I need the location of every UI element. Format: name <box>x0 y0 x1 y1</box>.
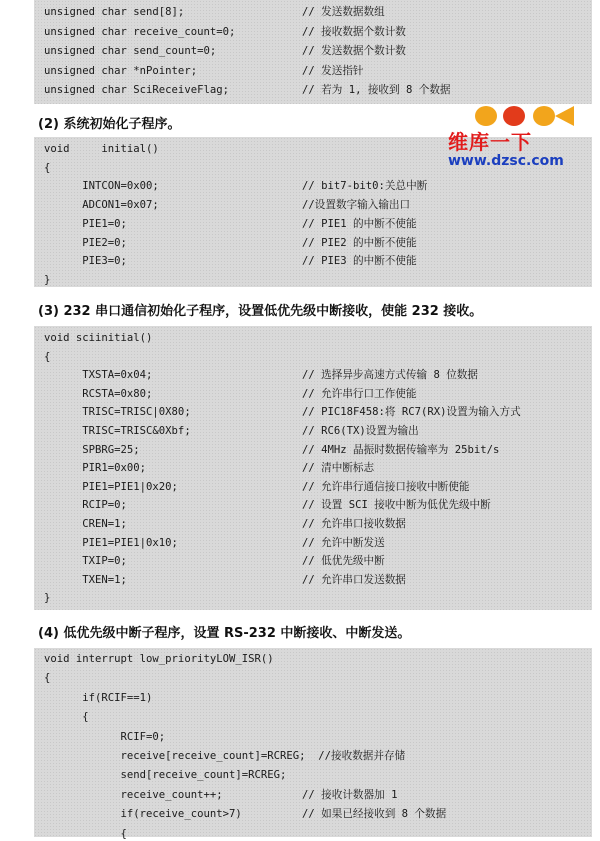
code-block-interrupt <box>34 648 592 840</box>
code-comment: // 若为 1, 接收到 8 个数据 <box>302 84 451 96</box>
code-line: send[receive_count]=RCREG; <box>44 769 287 782</box>
code-line: unsigned char SciReceiveFlag; <box>44 84 229 96</box>
code-line: } <box>44 592 51 605</box>
code-comment: // PIE1 的中断不使能 <box>302 217 417 230</box>
code-line: PIE1=PIE1|0x20; <box>44 480 178 493</box>
watermark-brand: 维库一下 <box>448 130 532 154</box>
code-line: RCSTA=0x80; <box>44 387 153 400</box>
code-line: TXIP=0; <box>44 555 127 568</box>
code-comment: // 允许串口接收数据 <box>302 518 406 530</box>
section-heading-low-priority-isr: (4) 低优先级中断子程序，设置 RS-232 中断接收、中断发送。 <box>38 626 411 641</box>
section-heading-sci-init: (3) 232 串口通信初始化子程序，设置低优先级中断接收，使能 232 接收。 <box>38 304 483 319</box>
code-line: TRISC=TRISC&0Xbf; <box>44 425 191 437</box>
code-comment: // 发送指针 <box>302 64 364 77</box>
code-comment: // PIE2 的中断不使能 <box>302 236 417 249</box>
code-line: ADCON1=0x07; <box>44 199 159 212</box>
code-comment: // PIC18F458:将 RC7(RX)设置为输入方式 <box>302 406 521 419</box>
code-comment: // 4MHz 晶振时数据传输率为 25bit/s <box>302 443 500 456</box>
code-comment: // 发送数据数组 <box>302 6 385 18</box>
code-line: unsigned char send_count=0; <box>44 45 217 57</box>
code-comment: // 接收数据个数计数 <box>302 25 406 38</box>
code-line: void initial() <box>44 143 159 155</box>
code-line: PIR1=0x00; <box>44 462 147 475</box>
code-comment: // 设置 SCI 接收中断为低优先级中断 <box>302 499 491 512</box>
code-line: TXEN=1; <box>44 573 127 586</box>
code-line: PIE3=0; <box>44 255 127 268</box>
watermark-url: www.dzsc.com <box>448 153 564 169</box>
code-line: TXSTA=0x04; <box>44 369 153 382</box>
code-comment: // 选择异步高速方式传输 8 位数据 <box>302 369 478 382</box>
code-line: PIE2=0; <box>44 236 127 249</box>
code-line: PIE1=0; <box>44 217 127 230</box>
code-line: receive[receive_count]=RCREG; //接收数据并存储 <box>44 750 406 762</box>
code-comment: // PIE3 的中断不使能 <box>302 255 417 268</box>
code-line: { <box>44 161 51 174</box>
code-line: { <box>44 350 51 363</box>
code-line: SPBRG=25; <box>44 443 140 456</box>
code-line: if(receive_count>7) <box>44 808 242 821</box>
code-line: CREN=1; <box>44 518 127 530</box>
code-line: RCIF=0; <box>44 730 166 743</box>
code-line: RCIP=0; <box>44 499 127 512</box>
code-line: unsigned char send[8]; <box>44 6 185 18</box>
code-comment: // 允许串口发送数据 <box>302 573 406 586</box>
code-line: PIE1=PIE1|0x10; <box>44 536 178 549</box>
watermark-logo <box>448 104 598 174</box>
code-comment: // 如果已经接收到 8 个数据 <box>302 808 447 821</box>
code-line: void interrupt low_priorityLOW_ISR() <box>44 653 274 665</box>
code-block-sciinitial <box>34 326 592 610</box>
code-line: } <box>44 273 51 286</box>
code-comment: // 发送数据个数计数 <box>302 45 406 57</box>
code-line: INTCON=0x00; <box>44 180 159 193</box>
code-comment: // 接收计数器加 1 <box>302 788 398 801</box>
code-comment: // 允许串行通信接口接收中断使能 <box>302 480 470 493</box>
code-line: { <box>44 827 127 840</box>
code-comment: //设置数字输入输出口 <box>302 199 411 212</box>
code-comment: // 允许中断发送 <box>302 536 385 549</box>
code-line: { <box>44 711 89 724</box>
code-line: void sciinitial() <box>44 332 153 344</box>
code-line: { <box>44 672 51 685</box>
code-block-variables <box>34 0 592 104</box>
code-comment: // 低优先级中断 <box>302 555 385 568</box>
section-heading-system-init: (2) 系统初始化子程序。 <box>38 117 181 132</box>
code-comment: // bit7-bit0:关总中断 <box>302 180 428 193</box>
fish-logo-icon <box>462 104 582 128</box>
code-line: TRISC=TRISC|0X80; <box>44 406 191 419</box>
code-comment: // 允许串行口工作使能 <box>302 387 417 400</box>
code-line: unsigned char receive_count=0; <box>44 25 236 38</box>
code-comment: // RC6(TX)设置为输出 <box>302 425 419 437</box>
code-line: receive_count++; <box>44 788 223 801</box>
code-line: unsigned char *nPointer; <box>44 64 198 77</box>
code-line: if(RCIF==1) <box>44 691 153 704</box>
code-comment: // 清中断标志 <box>302 462 375 475</box>
